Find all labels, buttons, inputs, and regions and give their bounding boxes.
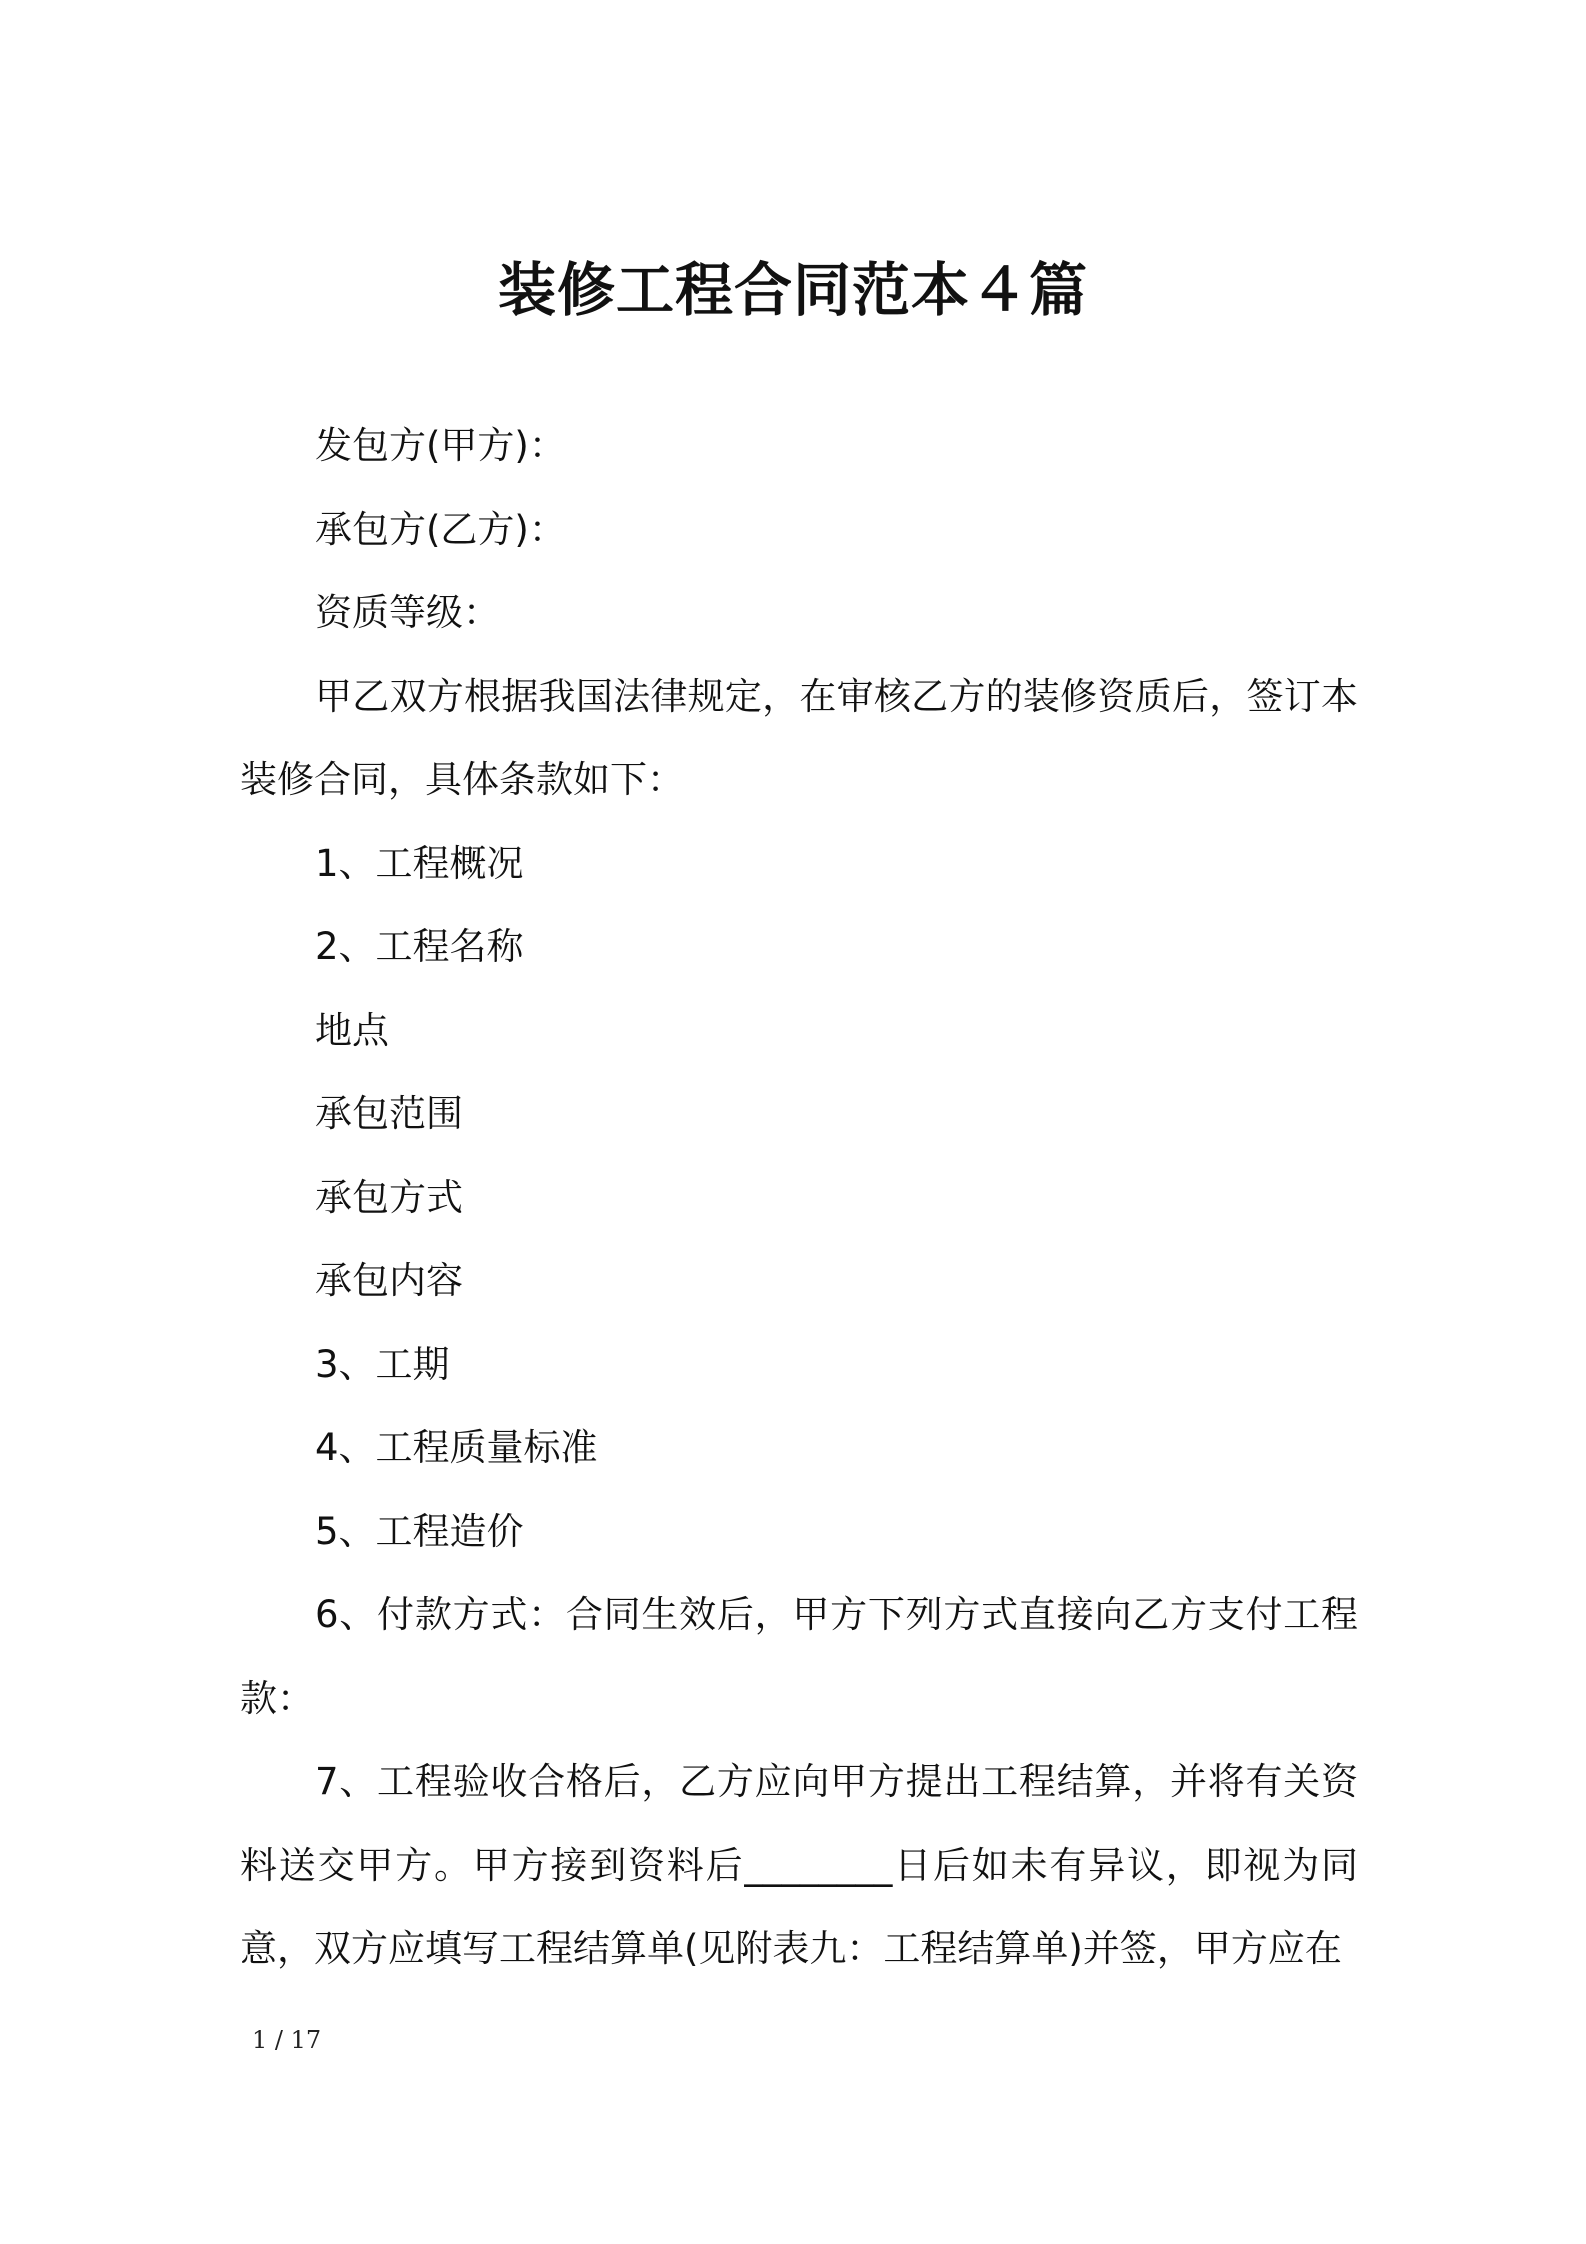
clause-7: 7、工程验收合格后，乙方应向甲方提出工程结算，并将有关资料送交甲方。甲方接到资料后________日后如未有异议，即视为同意，双方应填写工程结算单(见附表九：工程结算单)并签，甲方应在 xyxy=(240,1760,1358,1970)
party-a-line: 发包方(甲方)： xyxy=(315,424,566,467)
clause-2: 2、工程名称 xyxy=(315,925,524,968)
qualification-line: 资质等级： xyxy=(315,591,500,634)
clause-4: 4、工程质量标准 xyxy=(315,1426,598,1469)
scope-line: 承包范围 xyxy=(315,1092,463,1135)
clause-3: 3、工期 xyxy=(315,1342,450,1386)
method-line: 承包方式 xyxy=(315,1175,463,1219)
page-indicator: 1 / 17 xyxy=(252,2026,322,2054)
document-title: 装修工程合同范本４篇 xyxy=(497,256,1088,324)
clause-6: 6、付款方式：合同生效后，甲方下列方式直接向乙方支付工程款： xyxy=(240,1593,1358,1720)
location-line: 地点 xyxy=(315,1008,389,1052)
document-body xyxy=(240,404,1358,1991)
party-b-line: 承包方(乙方)： xyxy=(315,507,566,551)
clause-1: 1、工程概况 xyxy=(315,841,524,885)
clause-5: 5、工程造价 xyxy=(315,1509,524,1553)
content-line: 承包内容 xyxy=(315,1259,463,1302)
intro-paragraph: 甲乙双方根据我国法律规定，在审核乙方的装修资质后，签订本装修合同，具体条款如下： xyxy=(240,674,1358,801)
